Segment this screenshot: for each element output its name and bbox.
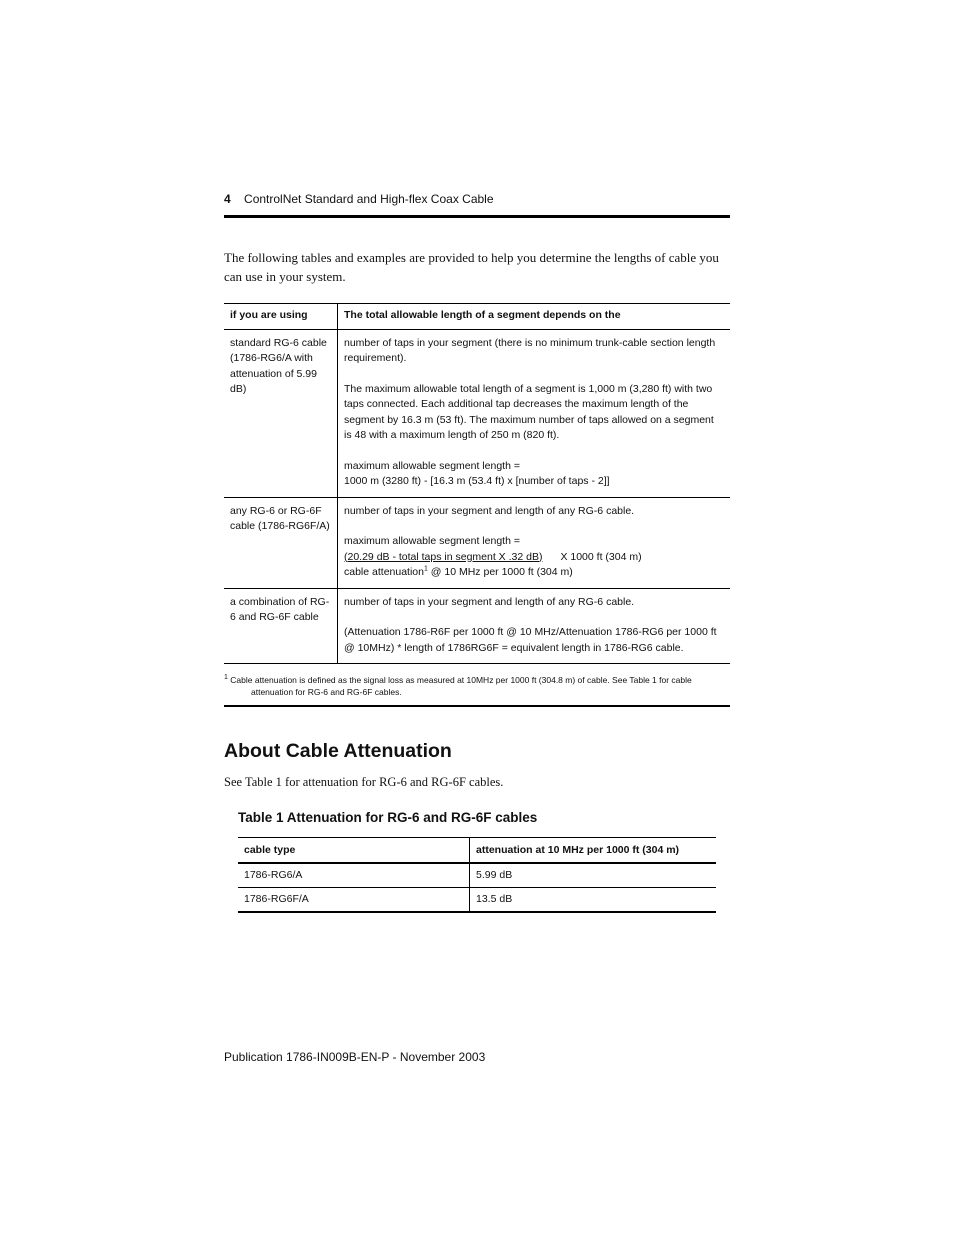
formula-line: maximum allowable segment length =	[344, 535, 520, 547]
page-header	[224, 192, 730, 206]
table-row	[224, 588, 730, 664]
row-using-cell: a combination of RG-6 and RG-6F cable	[224, 588, 338, 664]
row-paragraph: number of taps in your segment and length of any RG-6 cable.	[344, 595, 635, 608]
cable-type-cell: 1786-RG6F/A	[238, 888, 470, 913]
footnote-text: Cable attenuation is defined as the signal loss as measured at 10MHz per 1000 ft (304.8 m) of cable. See Table 1 for cable	[227, 675, 692, 685]
formula-block	[344, 534, 724, 581]
attenuation-cell: 5.99 dB	[470, 863, 717, 888]
column-header-depends: The total allowable length of a segment depends on the	[338, 304, 731, 330]
footnote-marker: 1	[224, 674, 228, 682]
row-depends-cell	[338, 329, 731, 497]
formula-denominator: cable attenuation	[344, 566, 424, 578]
row-depends-cell	[338, 588, 731, 664]
table-header-row	[238, 838, 716, 864]
row-paragraph: The maximum allowable total length of a segment is 1,000 m (3,280 ft) with two taps connected. Each additional tap decreases the maximum length of the segment by 16.3 m (53 ft). The maximum number of taps allowed on a segment is 48 with a maximum length of 250 m (820 ft).	[344, 382, 714, 441]
publication-footer: Publication 1786-IN009B-EN-P - November 2003	[224, 1050, 486, 1064]
table-row	[238, 863, 716, 888]
table-caption: Table 1 Attenuation for RG-6 and RG-6F cables	[238, 810, 538, 825]
attenuation-cell: 13.5 dB	[470, 888, 717, 913]
footnote-reference: 1	[423, 565, 428, 573]
column-header-cable-type: cable type	[238, 838, 470, 864]
footnote	[224, 674, 730, 698]
intro-paragraph: The following tables and examples are provided to help you determine the lengths of cable you can use in your system.	[224, 250, 719, 284]
formula-multiplier: X 1000 ft (304 m)	[560, 550, 642, 563]
formula-denominator-suffix: @ 10 MHz per 1000 ft (304 m)	[427, 566, 573, 578]
cable-type-cell: 1786-RG6/A	[238, 863, 470, 888]
formula-line: maximum allowable segment length =	[344, 459, 520, 472]
column-header-attenuation: attenuation at 10 MHz per 1000 ft (304 m)	[470, 838, 717, 864]
table-row	[224, 329, 730, 497]
document-title: ControlNet Standard and High-flex Coax Cable	[244, 192, 494, 206]
segment-length-table	[224, 303, 730, 664]
table-header-row	[224, 304, 730, 330]
section-paragraph: See Table 1 for attenuation for RG-6 and RG-6F cables.	[224, 775, 504, 789]
section-heading: About Cable Attenuation	[224, 740, 452, 762]
formula-line: 1000 m (3280 ft) - [16.3 m (53.4 ft) x [number of taps - 2]]	[344, 475, 610, 487]
row-using-cell: any RG-6 or RG-6F cable (1786-RG6F/A)	[224, 497, 338, 588]
header-rule	[224, 215, 730, 218]
formula-numerator: (20.29 dB - total taps in segment X .32 dB)	[344, 550, 543, 563]
column-header-using: if you are using	[224, 304, 338, 330]
footnote-rule	[224, 705, 730, 707]
table-row	[238, 888, 716, 913]
table-row	[224, 497, 730, 588]
row-using-cell: standard RG-6 cable (1786-RG6/A with attenuation of 5.99 dB)	[224, 329, 338, 497]
formula-block	[344, 459, 724, 490]
row-paragraph: number of taps in your segment and length of any RG-6 cable.	[344, 504, 635, 517]
page-number: 4	[224, 192, 231, 206]
row-paragraph: (Attenuation 1786-R6F per 1000 ft @ 10 MHz/Attenuation 1786-RG6 per 1000 ft @ 10MHz) * length of 1786RG6F = equivalent length in 1786-RG6 cable.	[344, 626, 717, 654]
attenuation-table	[238, 837, 716, 913]
footnote-text: attenuation for RG-6 and RG-6F cables.	[251, 687, 402, 697]
row-depends-cell	[338, 497, 731, 588]
row-paragraph: number of taps in your segment (there is no minimum trunk-cable section length requirement).	[344, 336, 716, 364]
